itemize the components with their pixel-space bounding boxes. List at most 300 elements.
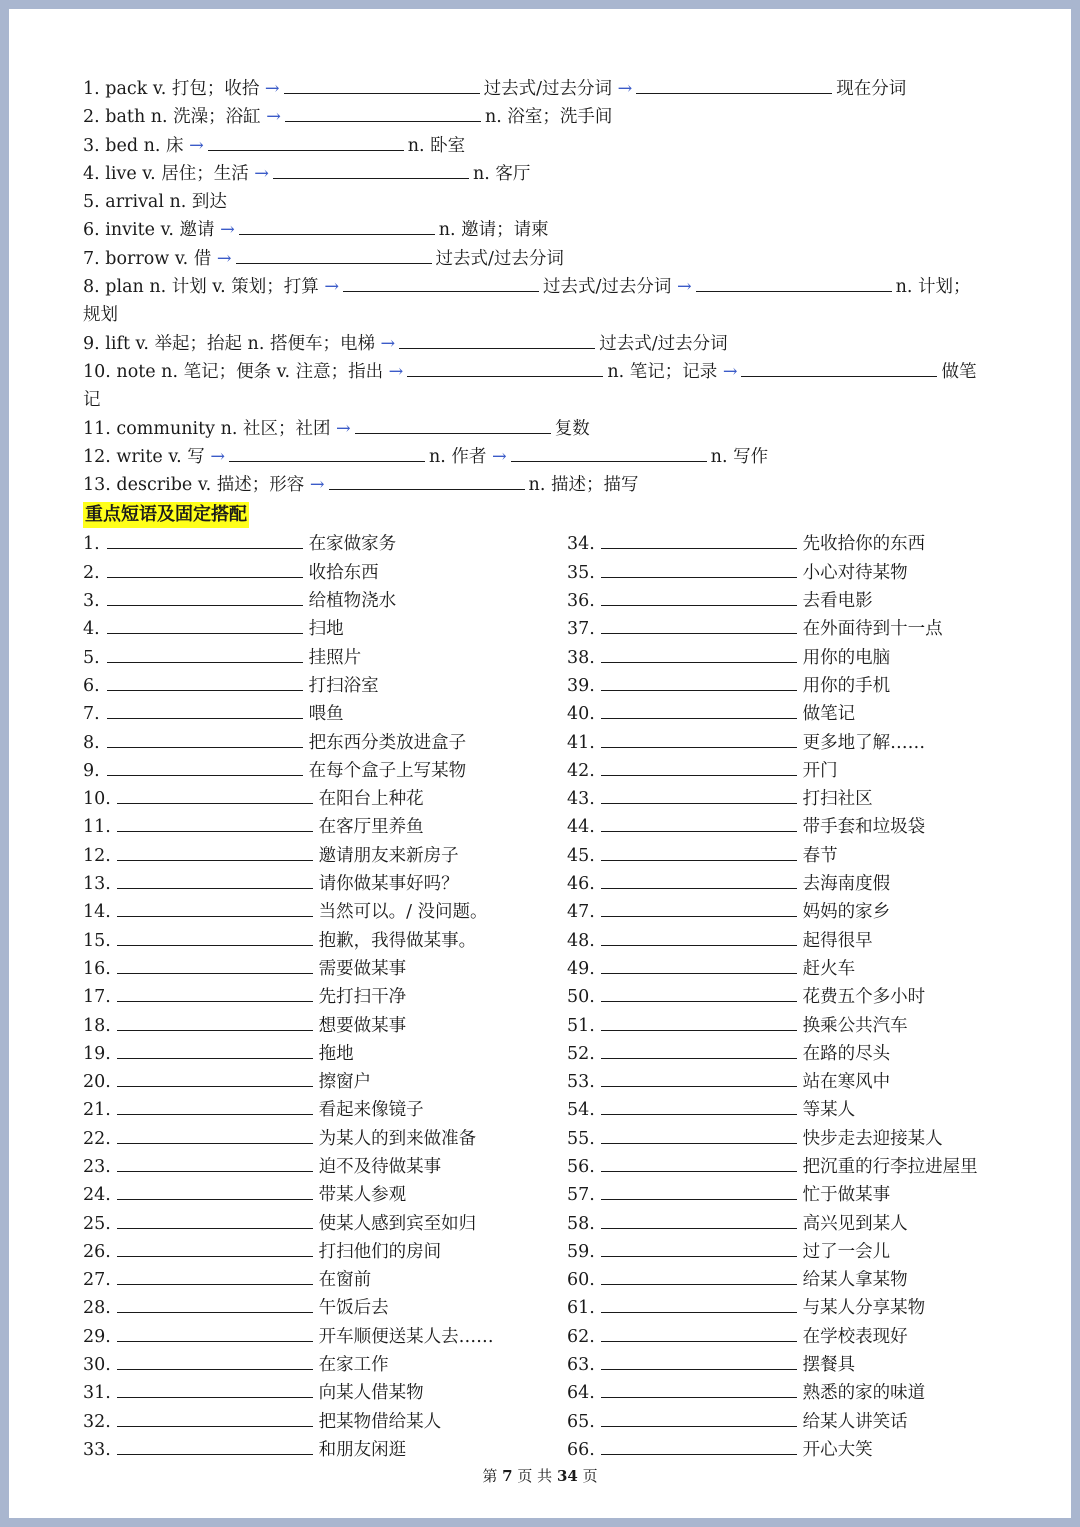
phrase-number: 56. xyxy=(567,1156,595,1177)
phrase-meaning: 高兴见到某人 xyxy=(802,1213,908,1234)
answer-blank[interactable] xyxy=(117,1096,313,1115)
phrase-meaning: 在家工作 xyxy=(318,1355,389,1376)
vocab-item xyxy=(83,471,1013,499)
vocab-headword: lift v. 举起；抬起 n. 搭便车；电梯 xyxy=(105,333,375,354)
answer-blank[interactable] xyxy=(117,1040,313,1059)
answer-blank[interactable] xyxy=(117,1125,313,1144)
section-title: 重点短语及固定搭配 xyxy=(83,502,249,528)
phrase-item xyxy=(83,559,553,587)
phrase-meaning: 看起来像镜子 xyxy=(318,1100,424,1121)
phrase-number: 66. xyxy=(567,1439,595,1460)
phrase-meaning: 挂照片 xyxy=(308,647,362,668)
arrow-icon: → xyxy=(264,79,280,99)
phrase-number: 7. xyxy=(83,704,100,725)
vocab-headword: describe v. 描述；形容 xyxy=(116,475,305,496)
phrase-meaning: 忙于做某事 xyxy=(802,1185,891,1206)
phrase-meaning: 使某人感到宾至如归 xyxy=(318,1213,477,1234)
phrase-item xyxy=(567,672,1017,700)
answer-blank[interactable] xyxy=(329,471,525,490)
answer-blank[interactable] xyxy=(117,1266,313,1285)
phrase-meaning: 带手套和垃圾袋 xyxy=(802,817,926,838)
answer-blank[interactable] xyxy=(107,587,303,606)
phrase-number: 12. xyxy=(83,845,111,866)
phrase-meaning: 打扫浴室 xyxy=(308,675,379,696)
arrow-icon: → xyxy=(388,361,404,382)
phrase-meaning: 开心大笑 xyxy=(802,1439,873,1460)
answer-blank[interactable] xyxy=(117,1323,313,1342)
footer-page-number: 7 xyxy=(502,1467,513,1485)
phrase-meaning: 在阳台上种花 xyxy=(318,789,424,810)
vocab-item xyxy=(83,160,1013,188)
answer-blank[interactable] xyxy=(117,1068,313,1087)
answer-blank[interactable] xyxy=(601,644,797,663)
phrase-number: 14. xyxy=(83,902,111,923)
phrase-meaning: 迫不及待做某事 xyxy=(318,1156,442,1177)
arrow-icon: → xyxy=(617,79,633,99)
phrase-meaning: 先打扫干净 xyxy=(318,987,407,1008)
footer-prefix: 第 xyxy=(482,1467,498,1485)
phrase-item xyxy=(83,700,553,728)
phrase-number: 4. xyxy=(83,619,100,640)
vocab-item xyxy=(83,216,1013,244)
answer-blank[interactable] xyxy=(636,75,832,94)
answer-blank[interactable] xyxy=(601,1436,797,1455)
vocab-headword: borrow v. 借 xyxy=(105,248,212,269)
answer-blank[interactable] xyxy=(601,1238,797,1257)
answer-blank[interactable] xyxy=(601,530,797,549)
phrase-number: 31. xyxy=(83,1383,111,1404)
phrase-number: 19. xyxy=(83,1043,111,1064)
phrase-number: 63. xyxy=(567,1355,595,1376)
answer-blank[interactable] xyxy=(236,245,432,264)
phrase-item xyxy=(567,1068,1017,1096)
vocab-headword: plan n. 计划 v. 策划；打算 xyxy=(105,277,319,298)
answer-blank[interactable] xyxy=(117,1294,313,1313)
answer-blank[interactable] xyxy=(601,1096,797,1115)
vocab-number: 9. xyxy=(83,333,100,354)
vocab-form-label: 复数 xyxy=(554,418,590,439)
vocab-continuation: 规划 xyxy=(83,305,118,326)
answer-blank[interactable] xyxy=(285,103,481,122)
vocab-headword: note n. 笔记；便条 v. 注意；指出 xyxy=(116,361,384,382)
arrow-icon: → xyxy=(210,446,226,467)
vocab-number: 11. xyxy=(83,418,111,439)
phrase-item xyxy=(567,587,1017,615)
phrase-meaning: 在每个盒子上写某物 xyxy=(308,760,467,781)
answer-blank[interactable] xyxy=(601,785,797,804)
phrase-meaning: 在学校表现好 xyxy=(802,1326,908,1347)
vocab-form-label: 过去式/过去分词 xyxy=(435,248,564,269)
phrase-item xyxy=(567,1266,1017,1294)
phrase-number: 65. xyxy=(567,1411,595,1432)
phrase-meaning: 和朋友闲逛 xyxy=(318,1439,407,1460)
vocab-item xyxy=(83,330,1013,358)
footer-middle: 页 共 xyxy=(517,1467,553,1485)
answer-blank[interactable] xyxy=(601,1294,797,1313)
phrase-meaning: 擦窗户 xyxy=(318,1072,372,1093)
answer-blank[interactable] xyxy=(273,160,469,179)
vocab-form-label: n. 邀请；请柬 xyxy=(438,220,549,241)
answer-blank[interactable] xyxy=(107,559,303,578)
phrase-meaning: 给某人讲笑话 xyxy=(802,1411,908,1432)
phrase-number: 44. xyxy=(567,817,595,838)
phrase-item xyxy=(83,927,553,955)
phrase-item xyxy=(83,898,553,926)
phrase-meaning: 等某人 xyxy=(802,1100,856,1121)
phrase-meaning: 做笔记 xyxy=(802,704,856,725)
phrase-number: 64. xyxy=(567,1383,595,1404)
phrase-item xyxy=(83,1153,553,1181)
phrase-number: 37. xyxy=(567,619,595,640)
answer-blank[interactable] xyxy=(229,443,425,462)
answer-blank[interactable] xyxy=(601,1153,797,1172)
phrase-item xyxy=(83,785,553,813)
answer-blank[interactable] xyxy=(107,530,303,549)
arrow-icon: → xyxy=(492,446,507,467)
vocab-form-label: n. 描述；描写 xyxy=(528,475,639,496)
phrase-number: 62. xyxy=(567,1326,595,1347)
answer-blank[interactable] xyxy=(601,1351,797,1370)
answer-blank[interactable] xyxy=(117,898,313,917)
vocab-number: 4. xyxy=(83,163,100,184)
phrase-meaning: 在外面待到十一点 xyxy=(802,619,943,640)
phrase-item xyxy=(83,1266,553,1294)
phrase-item xyxy=(83,1379,553,1407)
phrase-meaning: 想要做某事 xyxy=(318,1015,407,1036)
phrase-item xyxy=(83,1012,553,1040)
answer-blank[interactable] xyxy=(117,1153,313,1172)
phrase-meaning: 花费五个多小时 xyxy=(802,987,926,1008)
phrase-item xyxy=(83,1068,553,1096)
phrase-item xyxy=(567,1153,1017,1181)
answer-blank[interactable] xyxy=(601,1068,797,1087)
phrase-number: 16. xyxy=(83,958,111,979)
answer-blank[interactable] xyxy=(117,1408,313,1427)
vocab-headword: write v. 写 xyxy=(116,446,205,467)
phrase-item xyxy=(567,530,1017,558)
vocab-form-label: n. 浴室；洗手间 xyxy=(484,107,613,128)
phrase-number: 40. xyxy=(567,704,595,725)
phrase-item xyxy=(83,615,553,643)
vocab-headword: live v. 居住；生活 xyxy=(105,163,249,184)
phrase-number: 55. xyxy=(567,1128,595,1149)
answer-blank[interactable] xyxy=(117,1210,313,1229)
phrase-number: 23. xyxy=(83,1156,111,1177)
answer-blank[interactable] xyxy=(601,729,797,748)
phrase-item xyxy=(567,1294,1017,1322)
vocab-headword: bath n. 洗澡；浴缸 xyxy=(105,107,261,128)
phrase-item xyxy=(83,729,553,757)
phrase-meaning: 摆餐具 xyxy=(802,1355,856,1376)
answer-blank[interactable] xyxy=(601,1408,797,1427)
answer-blank[interactable] xyxy=(601,1323,797,1342)
answer-blank[interactable] xyxy=(117,870,313,889)
vocab-form-label: n. 卧室 xyxy=(407,135,466,156)
phrase-meaning: 需要做某事 xyxy=(318,958,407,979)
answer-blank[interactable] xyxy=(239,216,435,235)
answer-blank[interactable] xyxy=(601,927,797,946)
vocab-headword: arrival n. 到达 xyxy=(105,192,227,213)
answer-blank[interactable] xyxy=(117,1351,313,1370)
phrase-meaning: 用你的电脑 xyxy=(802,647,891,668)
phrase-item xyxy=(567,729,1017,757)
phrase-item xyxy=(567,898,1017,926)
vocab-item xyxy=(83,245,1013,273)
phrase-number: 27. xyxy=(83,1270,111,1291)
phrase-item xyxy=(567,870,1017,898)
vocabulary-section xyxy=(83,75,1013,499)
phrase-item xyxy=(83,1040,553,1068)
answer-blank[interactable] xyxy=(107,757,303,776)
phrase-number: 20. xyxy=(83,1072,111,1093)
phrase-meaning: 打扫他们的房间 xyxy=(318,1241,442,1262)
vocab-item xyxy=(83,415,1013,443)
vocab-item-continued xyxy=(83,386,1013,414)
phrase-meaning: 抱歉，我得做某事。 xyxy=(318,930,477,951)
vocab-number: 8. xyxy=(83,277,100,298)
answer-blank[interactable] xyxy=(601,1266,797,1285)
phrase-number: 35. xyxy=(567,562,595,583)
phrase-item xyxy=(83,587,553,615)
answer-blank[interactable] xyxy=(601,842,797,861)
answer-blank[interactable] xyxy=(355,415,551,434)
answer-blank[interactable] xyxy=(117,1238,313,1257)
answer-blank[interactable] xyxy=(117,1379,313,1398)
answer-blank[interactable] xyxy=(601,757,797,776)
vocab-item xyxy=(83,75,1013,103)
vocab-number: 3. xyxy=(83,135,100,156)
answer-blank[interactable] xyxy=(601,813,797,832)
phrase-meaning: 与某人分享某物 xyxy=(802,1298,926,1319)
answer-blank[interactable] xyxy=(117,983,313,1002)
vocab-form-label: n. 计划； xyxy=(895,277,971,298)
phrase-item xyxy=(567,1096,1017,1124)
phrase-item xyxy=(83,1436,553,1464)
phrase-item xyxy=(567,1238,1017,1266)
answer-blank[interactable] xyxy=(117,1012,313,1031)
footer-total-pages: 34 xyxy=(556,1467,578,1485)
vocab-form-label: 过去式/过去分词 xyxy=(483,79,612,99)
phrase-meaning: 给某人拿某物 xyxy=(802,1270,908,1291)
vocab-item-continued xyxy=(83,301,1013,329)
arrow-icon: → xyxy=(722,361,738,382)
vocab-headword: invite v. 邀请 xyxy=(105,220,215,241)
answer-blank[interactable] xyxy=(601,587,797,606)
document-page xyxy=(9,9,1071,1518)
vocab-item xyxy=(83,358,1013,386)
phrase-columns xyxy=(83,530,1013,1460)
phrase-number: 28. xyxy=(83,1298,111,1319)
vocab-number: 7. xyxy=(83,248,100,269)
phrase-number: 13. xyxy=(83,874,111,895)
phrase-meaning: 当然可以。/ 没问题。 xyxy=(318,902,488,923)
phrase-meaning: 把沉重的行李拉进屋里 xyxy=(802,1156,978,1177)
answer-blank[interactable] xyxy=(696,273,892,292)
answer-blank[interactable] xyxy=(601,870,797,889)
arrow-icon: → xyxy=(380,333,396,354)
vocab-form-label: n. 笔记；记录 xyxy=(607,361,718,382)
phrase-number: 38. xyxy=(567,647,595,668)
phrase-meaning: 为某人的到来做准备 xyxy=(318,1128,477,1149)
phrase-item xyxy=(83,870,553,898)
answer-blank[interactable] xyxy=(117,785,313,804)
phrase-number: 43. xyxy=(567,789,595,810)
phrase-item xyxy=(567,1040,1017,1068)
phrase-item xyxy=(83,1351,553,1379)
phrase-item xyxy=(83,955,553,983)
phrase-number: 41. xyxy=(567,732,595,753)
phrase-meaning: 换乘公共汽车 xyxy=(802,1015,908,1036)
phrase-item xyxy=(567,1323,1017,1351)
footer-suffix: 页 xyxy=(582,1467,598,1485)
vocab-headword: community n. 社区；社团 xyxy=(116,418,331,439)
answer-blank[interactable] xyxy=(107,672,303,691)
arrow-icon: → xyxy=(309,475,325,496)
phrase-number: 60. xyxy=(567,1270,595,1291)
vocab-item xyxy=(83,188,1013,216)
phrase-column-right xyxy=(567,530,1017,1464)
page-content xyxy=(83,75,1013,1460)
phrase-number: 52. xyxy=(567,1043,595,1064)
phrase-meaning: 把东西分类放进盒子 xyxy=(308,732,467,753)
phrase-number: 48. xyxy=(567,930,595,951)
section-title-row xyxy=(83,499,1013,530)
phrase-number: 22. xyxy=(83,1128,111,1149)
vocab-number: 13. xyxy=(83,475,111,496)
phrase-meaning: 收拾东西 xyxy=(308,562,379,583)
vocab-number: 1. xyxy=(83,79,100,99)
phrase-meaning: 先收拾你的东西 xyxy=(802,534,926,555)
answer-blank[interactable] xyxy=(107,644,303,663)
phrase-number: 36. xyxy=(567,591,595,612)
answer-blank[interactable] xyxy=(601,898,797,917)
phrase-number: 42. xyxy=(567,760,595,781)
phrase-meaning: 在家做家务 xyxy=(308,534,397,555)
phrase-meaning: 拖地 xyxy=(318,1043,354,1064)
phrase-item xyxy=(567,757,1017,785)
answer-blank[interactable] xyxy=(601,1210,797,1229)
phrase-meaning: 用你的手机 xyxy=(802,675,891,696)
answer-blank[interactable] xyxy=(107,700,303,719)
answer-blank[interactable] xyxy=(107,615,303,634)
phrase-meaning: 起得很早 xyxy=(802,930,873,951)
answer-blank[interactable] xyxy=(117,813,313,832)
phrase-meaning: 向某人借某物 xyxy=(318,1383,424,1404)
phrase-number: 53. xyxy=(567,1072,595,1093)
phrase-item xyxy=(83,757,553,785)
phrase-item xyxy=(567,700,1017,728)
vocab-item xyxy=(83,132,1013,160)
vocab-headword: bed n. 床 xyxy=(105,135,184,156)
arrow-icon: → xyxy=(254,163,269,184)
answer-blank[interactable] xyxy=(601,1125,797,1144)
answer-blank[interactable] xyxy=(601,700,797,719)
phrase-meaning: 在窗前 xyxy=(318,1270,372,1291)
phrase-number: 10. xyxy=(83,789,111,810)
answer-blank[interactable] xyxy=(117,927,313,946)
phrase-item xyxy=(567,1210,1017,1238)
phrase-meaning: 把某物借给某人 xyxy=(318,1411,442,1432)
answer-blank[interactable] xyxy=(117,842,313,861)
answer-blank[interactable] xyxy=(117,955,313,974)
phrase-item xyxy=(83,1408,553,1436)
phrase-number: 54. xyxy=(567,1100,595,1121)
phrase-item xyxy=(567,785,1017,813)
phrase-number: 2. xyxy=(83,562,100,583)
phrase-item xyxy=(83,530,553,558)
phrase-meaning: 熟悉的家的味道 xyxy=(802,1383,926,1404)
answer-blank[interactable] xyxy=(117,1436,313,1455)
phrase-item xyxy=(83,1238,553,1266)
arrow-icon: → xyxy=(266,107,281,128)
phrase-number: 59. xyxy=(567,1241,595,1262)
vocab-number: 6. xyxy=(83,220,100,241)
answer-blank[interactable] xyxy=(601,615,797,634)
answer-blank[interactable] xyxy=(208,132,404,151)
answer-blank[interactable] xyxy=(601,1012,797,1031)
phrase-meaning: 去看电影 xyxy=(802,591,873,612)
arrow-icon: → xyxy=(676,277,692,298)
phrase-item xyxy=(83,813,553,841)
phrase-meaning: 带某人参观 xyxy=(318,1185,407,1206)
phrase-item xyxy=(567,1379,1017,1407)
answer-blank[interactable] xyxy=(601,1040,797,1059)
answer-blank[interactable] xyxy=(741,358,937,377)
phrase-number: 21. xyxy=(83,1100,111,1121)
answer-blank[interactable] xyxy=(343,273,539,292)
phrase-number: 15. xyxy=(83,930,111,951)
answer-blank[interactable] xyxy=(601,955,797,974)
phrase-number: 26. xyxy=(83,1241,111,1262)
answer-blank[interactable] xyxy=(407,358,603,377)
phrase-meaning: 开车顺便送某人去…… xyxy=(318,1326,494,1347)
phrase-meaning: 喂鱼 xyxy=(308,704,344,725)
phrase-number: 46. xyxy=(567,874,595,895)
answer-blank[interactable] xyxy=(284,75,480,94)
phrase-item xyxy=(83,1181,553,1209)
phrase-number: 39. xyxy=(567,675,595,696)
phrase-meaning: 请你做某事好吗？ xyxy=(318,874,459,895)
answer-blank[interactable] xyxy=(117,1181,313,1200)
answer-blank[interactable] xyxy=(601,1379,797,1398)
phrase-number: 11. xyxy=(83,817,111,838)
phrase-item xyxy=(567,1125,1017,1153)
phrase-item xyxy=(567,983,1017,1011)
phrase-number: 34. xyxy=(567,534,595,555)
vocab-form-label: 过去式/过去分词 xyxy=(543,277,672,298)
phrase-item xyxy=(567,1351,1017,1379)
phrase-number: 8. xyxy=(83,732,100,753)
page-footer xyxy=(9,1465,1071,1486)
phrase-item xyxy=(83,1294,553,1322)
phrase-number: 18. xyxy=(83,1015,111,1036)
phrase-meaning: 在路的尽头 xyxy=(802,1043,891,1064)
answer-blank[interactable] xyxy=(601,559,797,578)
phrase-number: 5. xyxy=(83,647,100,668)
phrase-number: 30. xyxy=(83,1355,111,1376)
answer-blank[interactable] xyxy=(399,330,595,349)
answer-blank[interactable] xyxy=(601,672,797,691)
phrase-meaning: 快步走去迎接某人 xyxy=(802,1128,943,1149)
phrase-item xyxy=(567,1436,1017,1464)
answer-blank[interactable] xyxy=(107,729,303,748)
vocab-headword: pack v. 打包；收拾 xyxy=(105,79,260,99)
answer-blank[interactable] xyxy=(511,443,707,462)
answer-blank[interactable] xyxy=(601,1181,797,1200)
answer-blank[interactable] xyxy=(601,983,797,1002)
vocab-form-label: 过去式/过去分词 xyxy=(599,333,728,354)
phrase-meaning: 给植物浇水 xyxy=(308,591,397,612)
